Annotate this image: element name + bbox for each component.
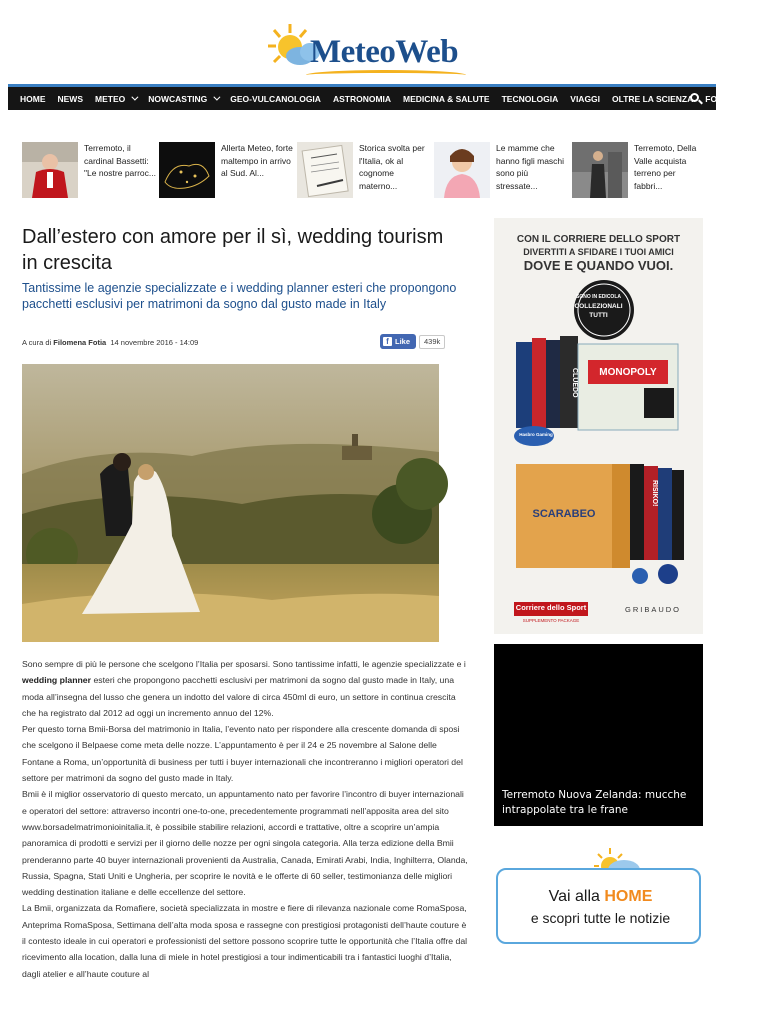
author-name[interactable]: Filomena Fotia (53, 338, 107, 347)
facebook-icon: f (383, 337, 392, 346)
ad-badge-line-1: SONO IN EDICOLA (575, 294, 621, 300)
game-risiko: RISIKO! (651, 480, 658, 507)
related-title[interactable]: Allerta Meteo, forte maltempo in arrivo al Sud. Al... (221, 143, 293, 178)
ad-badge-line-3: TUTTI (589, 312, 608, 319)
logo-swoosh (306, 70, 466, 80)
byline-prefix: A cura di (22, 338, 52, 347)
nav-item-astronomia[interactable] (333, 94, 391, 104)
related-title[interactable]: Le mamme che hanno figli maschi sono più stressate... (496, 143, 565, 191)
nav-item-geo-vulcanologia[interactable] (230, 94, 321, 104)
nav-item-label: ASTRONOMIA (332, 93, 392, 104)
ad-line-3: DOVE E QUANDO VUOI. (523, 258, 674, 273)
chevron-down-icon (214, 94, 221, 101)
publisher-tagline: SUPPLEMENTO PACKAGE (522, 618, 580, 623)
related-articles (22, 140, 706, 200)
main-nav (8, 84, 767, 110)
nav-item-label: METEO (95, 93, 126, 104)
hasbro-logo: Hasbro Gaming (519, 432, 553, 437)
nav-item-home[interactable] (20, 94, 46, 104)
nav-item-news[interactable] (58, 94, 84, 104)
byline (22, 338, 198, 347)
related-thumbnail[interactable] (22, 142, 78, 198)
article-paragraph: La Bmii, organizzata da Romafiere, società specializzata in mostre e fiere di rilevanza nazionale come RomaSposa, Anteprima RomaSposa, Settimana dell’alta moda sposa e rassegne con prestigiosi protagonisti dell’haute couture è il contesto ideale in cui operatori e professionisti del settore possono scoprire tutte le opportunità che l’Italia offre dal ricevimento alla location, dalla luna di miele in hotel prestigiosi a tour indimenticabili tra i fantastici luoghi d’Italia, dagli atelier e all’haute couture al (22, 903, 468, 979)
site-logo-text: MeteoWeb (310, 34, 459, 70)
article-body (22, 656, 468, 982)
article-paragraph: Per questo torna Bmii-Borsa del matrimonio in Italia, l’evento nato per rispondere alla crescente domanda di sposi che scelgono il Belpaese come meta delle nozze. L’appuntamento è per il 24 e 25 novembre al Salone delle Fontane a Roma, un’opportunità di business per tutti i buyer internazionali che incontreranno i migliori operatori del settore per matrimoni da sogno del gusto made in Italy. (22, 724, 463, 784)
nav-item-medicina-salute[interactable] (403, 94, 490, 104)
home-banner-line-2[interactable]: e scopri tutte le notizie (530, 910, 671, 926)
related-item[interactable] (434, 140, 570, 200)
home-banner-highlight: HOME (604, 888, 653, 905)
article-paragraph: Bmii è il miglior osservatorio di questo mercato, un appuntamento nato per favorire l’incontro di buyer internazionali e operatori del settore: attraverso incontri one-to-one, precedentemente programmati nell’apposita area del sito www.borsadelmatrimonioinitalia.it, è possibile stabilire relazioni, accordi e trattative, oltre a scoprire un’ampia panoramica di prodotti e servizi per il giorno delle nozze per ogni singola categoria. Alla terza edizione della Bmii prenderanno parte 40 buyer internazionali provenienti da Australia, Canada, Emirati Arabi, India, Inghilterra, Olanda, Russia, Spagna, Stati Uniti e Ungheria, per scoprire le novità e le offerte di 60 seller, testimonianza delle migliori wedding destination italiane e delle eccellenze del settore. (22, 789, 468, 898)
related-thumbnail[interactable] (159, 142, 215, 198)
article-paragraph (22, 656, 468, 721)
video-player[interactable] (494, 644, 703, 826)
paragraph-text: Sono sempre di più le persone che scelgono l’Italia per sposarsi. Sono tantissime infatti, le agenzie specializzate e i (22, 659, 466, 669)
related-title[interactable]: Storica svolta per l'Italia, ok al cognome materno... (359, 143, 425, 191)
nav-item-label: VIDEO (740, 93, 767, 104)
related-item[interactable] (22, 140, 158, 200)
home-banner-box[interactable] (496, 868, 701, 944)
sidebar-ad-games[interactable] (494, 218, 703, 634)
paragraph-text: esteri che propongono pacchetti esclusivi per matrimoni da sogno dal gusto made in Italy, una moda all’insegna del lusso che genera un indotto del valore di circa 450ml di euro, un settore in continua crescita che ha registrato dal 2012 ad oggi un incremento annuo del 12%. (22, 675, 456, 718)
nav-item-video[interactable] (741, 94, 767, 104)
game-monopoly: MONOPOLY (599, 367, 657, 378)
game-cluedo: CLUEDO (571, 368, 578, 398)
search-icon[interactable] (690, 93, 702, 105)
related-title[interactable]: Terremoto, Della Valle acquista terreno per fabbri... (634, 143, 697, 191)
related-item[interactable] (159, 140, 295, 200)
nav-item-label: GEO-VULCANOLOGIA (230, 93, 321, 104)
video-caption[interactable]: Terremoto Nuova Zelanda: mucche intrappolate tra le frane (502, 789, 687, 816)
site-logo[interactable] (266, 20, 466, 82)
nav-item-tecnologia[interactable] (502, 94, 559, 104)
facebook-like-button[interactable] (380, 334, 416, 349)
related-item[interactable] (297, 140, 433, 200)
nav-item-meteo[interactable] (95, 94, 136, 104)
ad-line-2: DIVERTITI A SFIDARE I TUOI AMICI (523, 247, 674, 257)
related-thumbnail[interactable] (297, 142, 353, 198)
nav-item-label: NEWS (57, 93, 83, 104)
article-title: Dall’estero con amore per il sì, wedding tourism in crescita (22, 226, 444, 274)
article-subtitle: Tantissime le agenzie specializzate e i wedding planner esteri che propongono pacchetti esclusivi per matrimoni da sogno dal gusto made in Italy (22, 281, 457, 311)
ad-badge-line-2: COLLEZIONALI (574, 303, 623, 310)
home-banner-line-1[interactable] (498, 888, 703, 906)
article-hero-image (22, 364, 439, 642)
nav-item-viaggi[interactable] (570, 94, 600, 104)
nav-item-label: HOME (20, 93, 46, 104)
ad-line-1: CON IL CORRIERE DELLO SPORT (516, 234, 681, 245)
nav-item-label: VIAGGI (570, 93, 601, 104)
nav-item-nowcasting[interactable] (148, 94, 218, 104)
nav-item-label: OLTRE LA SCIENZA (612, 93, 694, 104)
paragraph-bold: wedding planner (22, 675, 92, 686)
related-thumbnail[interactable] (572, 142, 628, 198)
home-banner[interactable] (494, 846, 703, 946)
nav-item-foto[interactable] (705, 94, 728, 104)
like-label: Like (395, 337, 411, 346)
home-banner-prefix: Vai alla (548, 888, 605, 905)
nav-item-label: TECNOLOGIA (501, 93, 559, 104)
game-boxes-artwork (494, 218, 703, 634)
nav-item-label: MEDICINA & SALUTE (403, 93, 490, 104)
partner-logo: GRIBAUDO (624, 605, 681, 614)
nav-item-oltre-la-scienza[interactable] (612, 94, 693, 104)
chevron-down-icon (132, 94, 139, 101)
related-thumbnail[interactable] (434, 142, 490, 198)
publish-date: 14 novembre 2016 - 14:09 (110, 338, 199, 347)
nav-item-label: NOWCASTING (148, 93, 208, 104)
like-count: 439k (419, 335, 445, 349)
game-scarabeo: SCARABEO (532, 508, 596, 520)
nav-item-label: FOTO (705, 93, 729, 104)
related-item[interactable] (572, 140, 708, 200)
publisher-logo: Corriere dello Sport (515, 603, 587, 612)
related-title[interactable]: Terremoto, il cardinal Bassetti: "Le nostre parroc... (84, 143, 156, 178)
